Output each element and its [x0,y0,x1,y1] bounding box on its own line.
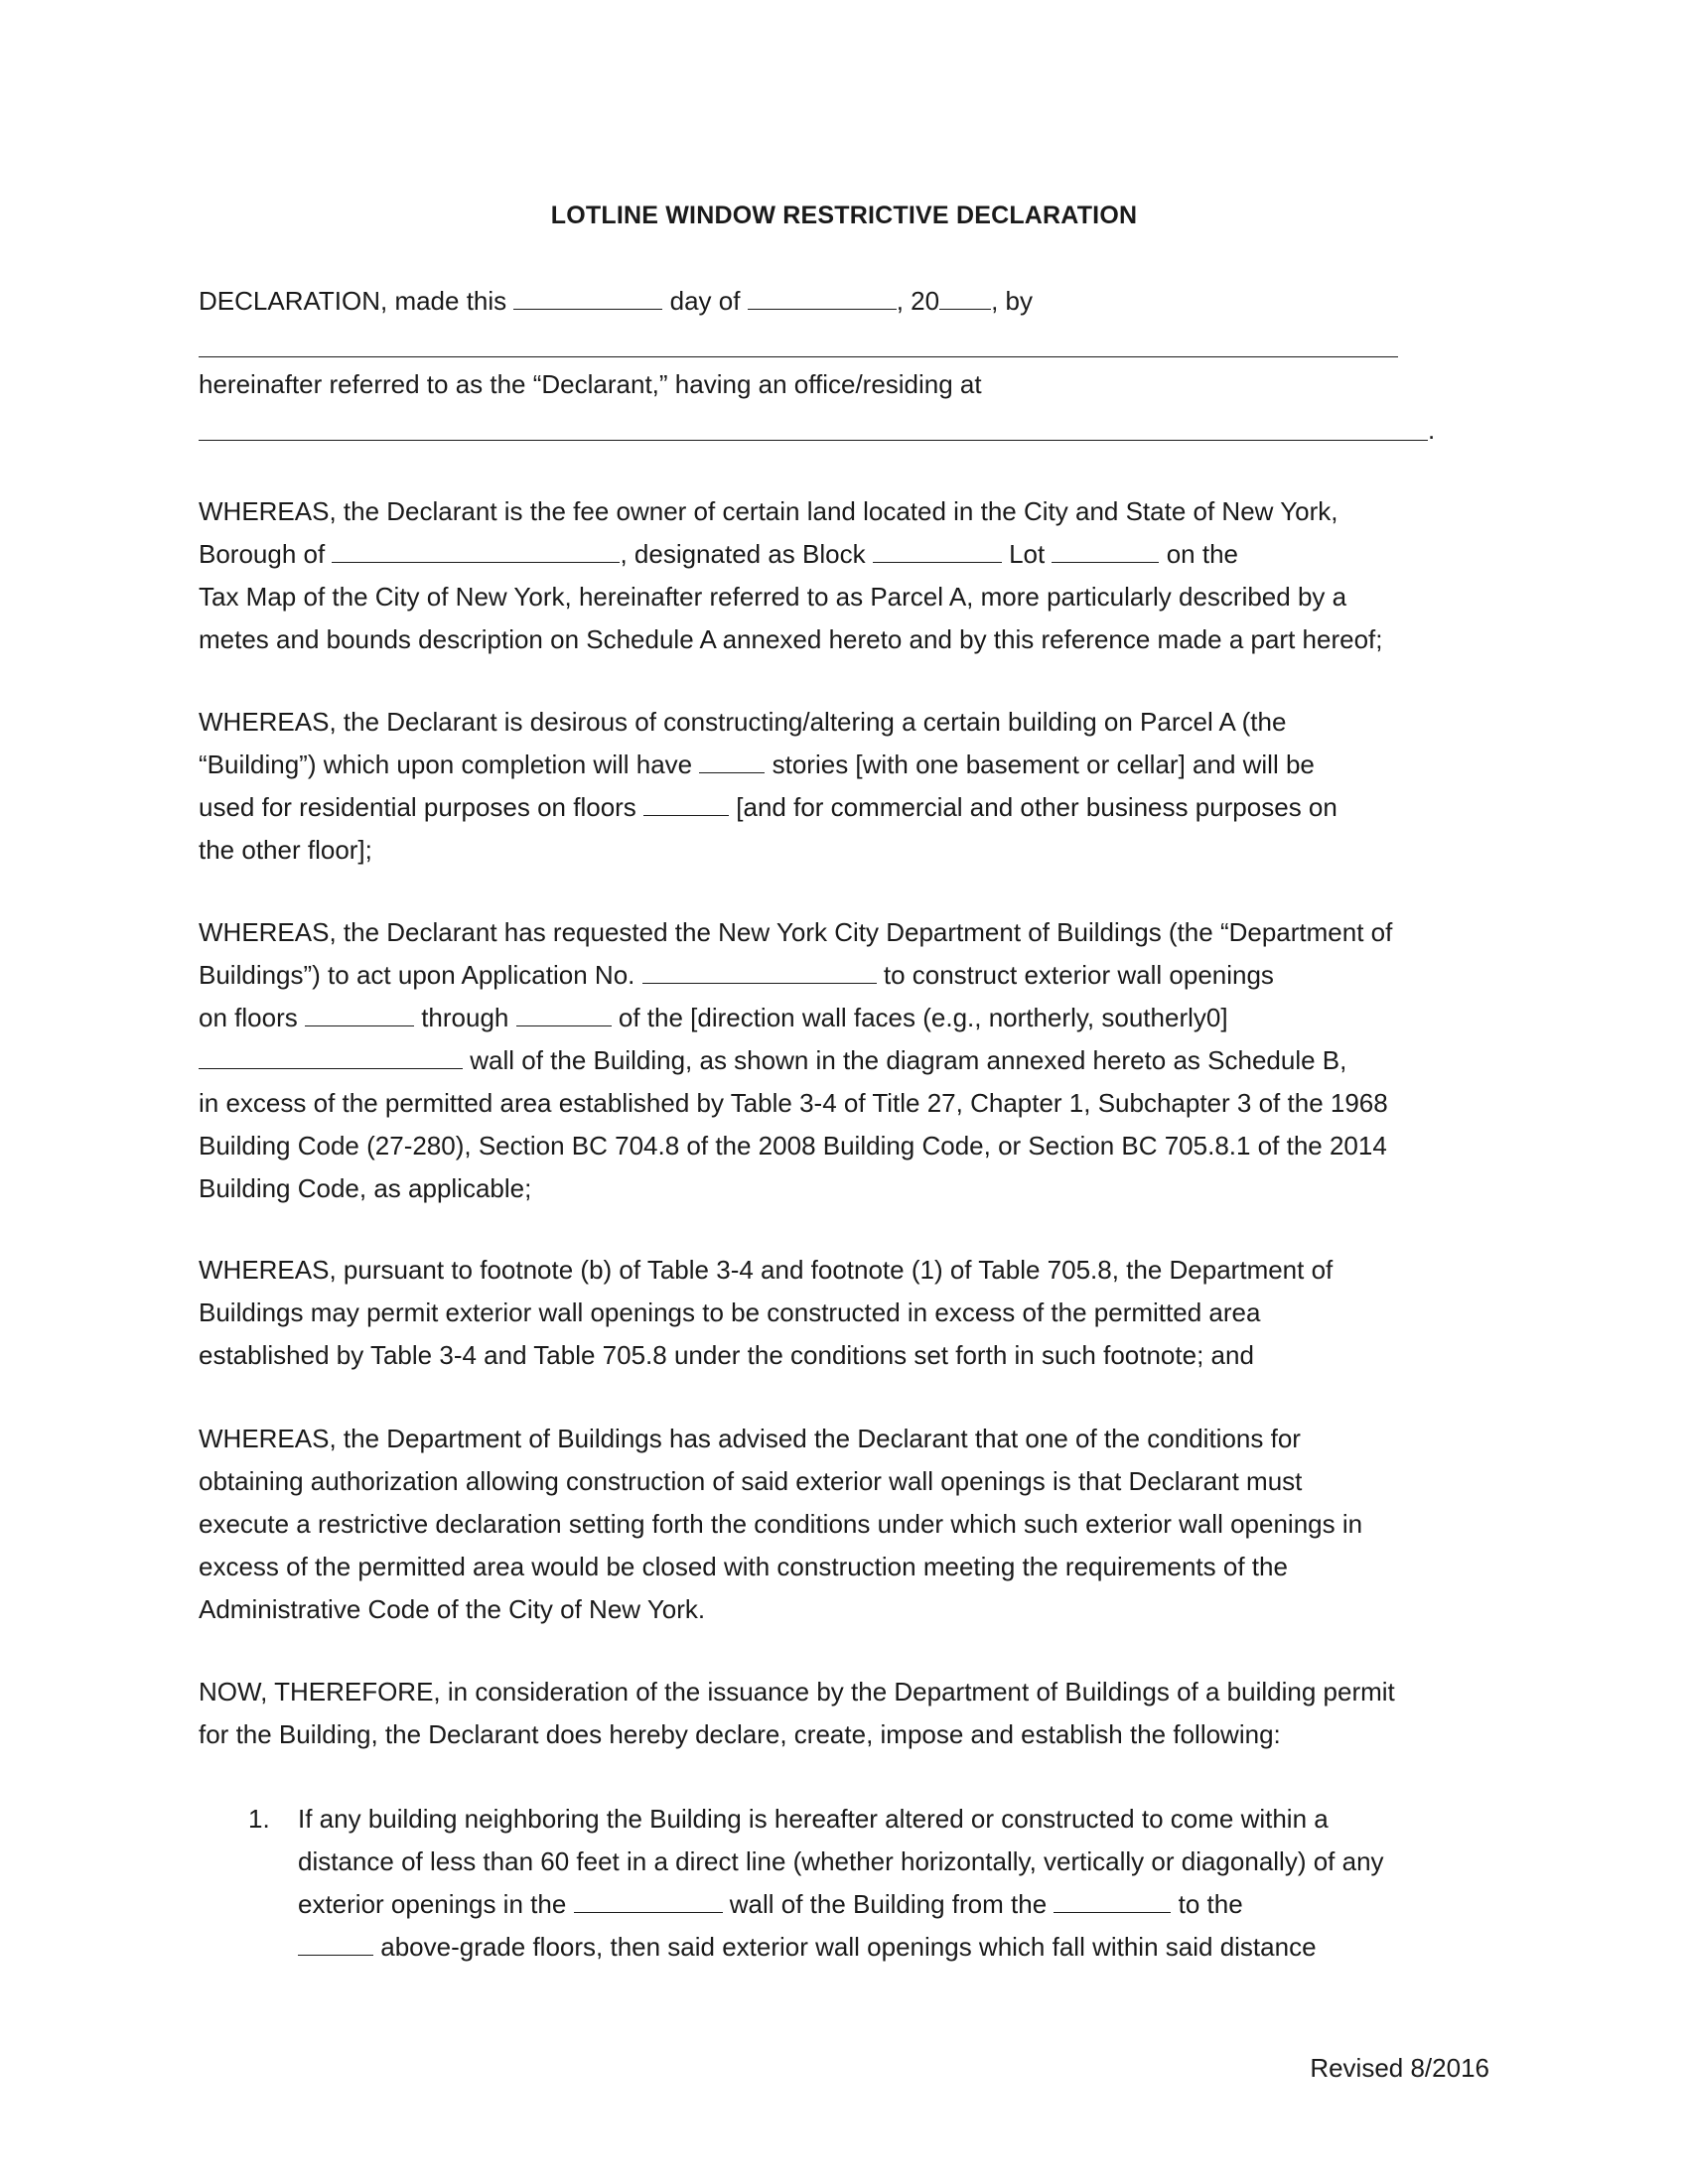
application-label: Buildings”) to act upon Application No. [199,960,635,990]
declarant-name-blank[interactable] [199,356,1398,357]
document-title: LOTLINE WINDOW RESTRICTIVE DECLARATION [550,202,1138,229]
floors-from-label: on floors [199,1003,298,1032]
floors-label: used for residential purposes on floors [199,792,636,822]
item-1-number: 1. [248,1804,270,1834]
floors-from-blank[interactable] [305,1004,414,1026]
whereas4-line-1: WHEREAS, pursuant to footnote (b) of Table 3-4 and footnote (1) of Table 705.8, the Department of [199,1255,1334,1285]
item1-line-1: If any building neighboring the Building is hereafter altered or constructed to come within a [298,1804,1329,1834]
whereas5-line-5: Administrative Code of the City of New York. [199,1594,706,1624]
now-therefore-line-2: for the Building, the Declarant does hereby declare, create, impose and establish the following: [199,1719,1281,1749]
whereas3-line-2 [199,954,1499,997]
block-label: , designated as Block [620,539,866,569]
whereas4-line-2: Buildings may permit exterior wall openings to be constructed in excess of the permitted area [199,1297,1261,1327]
whereas-paragraph-5 [199,1418,1499,1631]
stories-text: stories [with one basement or cellar] and will be [772,750,1315,779]
lot-blank[interactable] [1052,540,1159,563]
whereas3-line-4 [199,1039,1499,1082]
now-therefore-line-1: NOW, THEREFORE, in consideration of the issuance by the Department of Buildings of a building permit [199,1677,1395,1706]
stories-label: “Building”) which upon completion will have [199,750,693,779]
whereas1-line-4: metes and bounds description on Schedule A annexed hereto and by this reference made a part hereof; [199,624,1383,654]
opening-line [199,286,1033,316]
stories-blank[interactable] [699,751,765,773]
item1-line-3 [298,1883,1499,1926]
date-month-blank[interactable] [748,287,897,310]
whereas3-line-3 [199,997,1499,1039]
wall-direction-blank[interactable] [199,1046,463,1069]
whereas3-line-6: Building Code (27-280), Section BC 704.8 of the 2008 Building Code, or Section BC 705.8.1 of the 2014 [199,1131,1387,1160]
item1-line-2: distance of less than 60 feet in a direct line (whether horizontally, vertically or diagonally) of any [298,1846,1384,1876]
opening-text-2: day of [669,286,741,316]
item1-line-4 [298,1926,1499,1969]
direction-text: of the [direction wall faces (e.g., northerly, southerly0] [618,1003,1228,1032]
wall-text: wall of the Building, as shown in the diagram annexed hereto as Schedule B, [470,1045,1347,1075]
whereas-paragraph-2 [199,701,1499,872]
whereas-paragraph-1 [199,490,1499,661]
lot-label: Lot [1009,539,1046,569]
through-label: through [421,1003,509,1032]
whereas3-line-1: WHEREAS, the Declarant has requested the New York City Department of Buildings (the “Department of [199,917,1393,947]
application-number-blank[interactable] [642,961,877,984]
whereas1-line-2 [199,533,1499,576]
whereas3-line-7: Building Code, as applicable; [199,1173,532,1203]
borough-blank[interactable] [332,540,620,563]
whereas2-line-2 [199,744,1499,786]
item-1-paragraph [298,1798,1499,1969]
address-end-period: . [1428,415,1436,445]
whereas-paragraph-4 [199,1249,1499,1377]
whereas1-line-1: WHEREAS, the Declarant is the fee owner of certain land located in the City and State of New York, [199,496,1338,526]
date-day-blank[interactable] [513,287,662,310]
date-year-blank[interactable] [939,287,991,310]
floors-to-blank[interactable] [516,1004,612,1026]
whereas5-line-2: obtaining authorization allowing construction of said exterior wall openings is that Declarant must [199,1466,1303,1496]
on-the-text: on the [1166,539,1238,569]
whereas5-line-3: execute a restrictive declaration setting forth the conditions under which such exterior wall openings in [199,1509,1363,1539]
address-blank[interactable] [199,440,1428,441]
opening-text-3: , 20 [896,286,940,316]
whereas5-line-4: excess of the permitted area would be closed with construction meeting the requirements of the [199,1552,1288,1581]
whereas2-line-3 [199,786,1499,829]
block-blank[interactable] [873,540,1002,563]
revision-date: Revised 8/2016 [1310,2053,1489,2083]
opening-text-4: , by [991,286,1033,316]
openings-wall-blank[interactable] [574,1890,723,1913]
whereas2-line-1: WHEREAS, the Declarant is desirous of constructing/altering a certain building on Parcel A (the [199,707,1287,737]
now-therefore-paragraph [199,1671,1499,1756]
to-floor-blank[interactable] [298,1933,373,1956]
declarant-line: hereinafter referred to as the “Declarant,” having an office/residing at [199,369,982,399]
openings-label: exterior openings in the [298,1889,567,1919]
from-floor-blank[interactable] [1054,1890,1171,1913]
to-the-label: to the [1178,1889,1243,1919]
commercial-text: [and for commercial and other business purposes on [736,792,1337,822]
whereas4-line-3: established by Table 3-4 and Table 705.8 under the conditions set forth in such footnote; and [199,1340,1254,1370]
residential-floors-blank[interactable] [643,793,729,816]
borough-label: Borough of [199,539,326,569]
above-grade-text: above-grade floors, then said exterior wall openings which fall within said distance [380,1932,1317,1962]
whereas5-line-1: WHEREAS, the Department of Buildings has advised the Declarant that one of the conditions for [199,1424,1301,1453]
whereas3-line-5: in excess of the permitted area established by Table 3-4 of Title 27, Chapter 1, Subchapter 3 of the 1968 [199,1088,1388,1118]
whereas-paragraph-3 [199,911,1499,1210]
application-text: to construct exterior wall openings [883,960,1274,990]
document-page [199,0,1489,2184]
whereas2-line-4: the other floor]; [199,835,372,865]
from-the-label: wall of the Building from the [729,1889,1048,1919]
whereas1-line-3: Tax Map of the City of New York, hereinafter referred to as Parcel A, more particularly described by a [199,582,1347,612]
opening-text-1: DECLARATION, made this [199,286,507,316]
